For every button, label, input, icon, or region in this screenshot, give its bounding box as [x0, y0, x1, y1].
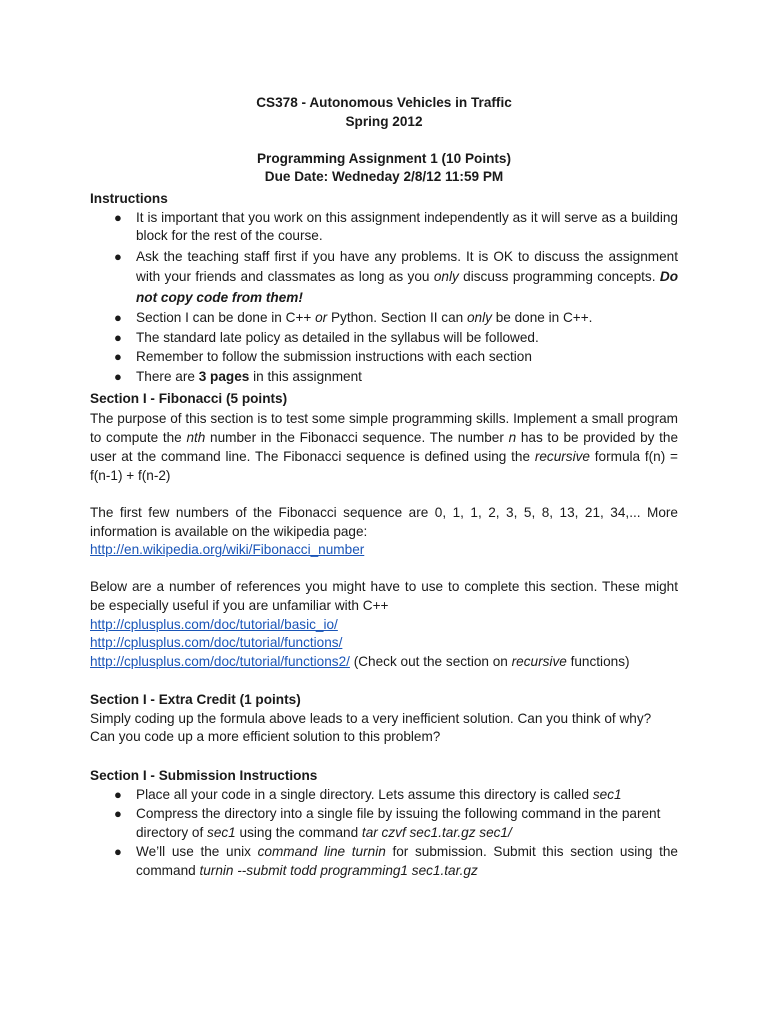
wikipedia-link[interactable]: http://en.wikipedia.org/wiki/Fibonacci_number [90, 542, 365, 558]
bullet-icon: ● [114, 806, 122, 822]
bullet-icon: ● [114, 248, 122, 264]
section-heading: Section I - Submission Instructions [90, 768, 318, 783]
list-item: ● The standard late policy as detailed in the syllabus will be followed. [90, 329, 678, 348]
extra-credit-paragraph: Simply coding up the formula above leads to a very inefficient solution. Can you think of why? Can you code up a more efficient solution to this problem? [90, 710, 652, 745]
list-item: ● There are 3 pages in this assignment [90, 368, 678, 387]
fibonacci-paragraph: The purpose of this section is to test some simple programming skills. Implement a small program to compute the nth number in the Fibonacci sequence. The number n has to be provided by the user at the command line. The Fibonacci sequence is defined using the recursive formula f(n) = f(n-1) + f(n-2) [90, 410, 679, 484]
bullet-icon: ● [114, 209, 122, 225]
list-item: ● Compress the directory into a single file by issuing the following command in the parent directory of sec1 using the command tar czvf sec1.tar.gz sec1/ [114, 806, 661, 840]
list-item: ● Remember to follow the submission instructions with each section [90, 348, 678, 367]
fibonacci-sequence-paragraph: The first few numbers of the Fibonacci sequence are 0, 1, 1, 2, 3, 5, 8, 13, 21, 34,... More information is available on the wikipedia page: [90, 505, 678, 539]
reference-link-functions[interactable]: http://cplusplus.com/doc/tutorial/functions/ [90, 635, 343, 651]
term: Spring 2012 [345, 113, 423, 129]
bullet-icon: ● [114, 844, 122, 860]
reference-link-basic-io[interactable]: http://cplusplus.com/doc/tutorial/basic_io/ [90, 616, 338, 632]
course-title: CS378 - Autonomous Vehicles in Traffic [256, 95, 512, 110]
bullet-icon: ● [114, 369, 122, 385]
section-extra-credit [90, 691, 678, 747]
document-header [0, 94, 768, 187]
instructions-section [90, 190, 678, 387]
assignment-title: Programming Assignment 1 (10 Points) [256, 150, 512, 166]
list-item: ● It is important that you work on this assignment independently as it will serve as a building block for the rest of the course. [114, 209, 678, 244]
references-paragraph: Below are a number of references you might have to use to complete this section. These might be especially useful if you are unfamiliar with C++ [90, 579, 678, 613]
list-item: ● Place all your code in a single directory. Lets assume this directory is called sec1 [90, 786, 678, 805]
bullet-icon: ● [114, 786, 122, 802]
section-heading: Section I - Extra Credit (1 points) [90, 692, 301, 707]
bullet-icon: ● [114, 349, 122, 365]
section-heading: Section I - Fibonacci (5 points) [90, 391, 288, 406]
reference-link-functions2[interactable]: http://cplusplus.com/doc/tutorial/functions2/ [90, 653, 350, 669]
list-item: ● We’ll use the unix command line turnin for submission. Submit this section using the command turnin --submit todd programming1 sec1.tar.gz [114, 844, 678, 878]
bullet-icon: ● [114, 310, 122, 326]
instructions-heading: Instructions [90, 191, 168, 206]
bullet-icon: ● [114, 329, 122, 345]
list-item: ● Ask the teaching staff first if you have any problems. It is OK to discuss the assignment with your friends and classmates as long as you only discuss programming concepts. Do not copy code from them! [114, 248, 678, 305]
list-item: ● Section I can be done in C++ or Python. Section II can only be done in C++. [90, 309, 678, 328]
instructions-list [90, 209, 678, 387]
section-fibonacci: Section I - Fibonacci (5 points) The purpose of this section is to test some simple programming skills. Implement a small program to compute the nth number in the Fibonacci sequence. The number n has to be provided by the user at the command line. The Fibonacci sequence is defined using the recursive formula f(n) = f(n-1) + f(n-2) The first few numbers of the Fibonacci sequence are 0, 1, 1, 2, 3, 5, 8, 13, 21, 34,... More information is available on the wikipedia page: http://en.wikipedia.org/wiki/Fibonacci_number Below are a number of references you might have to use to complete this section. These might be especially useful if you are unfamiliar with C++ http://cplusplus.com/doc/tutorial/basic_io/ http://cplusplus.com/doc/tutorial/functions/ http://cplusplus.com/doc/tutorial/functions2/ (Check out the section on recursive functions) [90, 391, 679, 669]
due-date: Due Date: Wedneday 2/8/12 11:59 PM [264, 169, 504, 185]
submission-list [90, 786, 678, 881]
section-submission [90, 767, 678, 881]
